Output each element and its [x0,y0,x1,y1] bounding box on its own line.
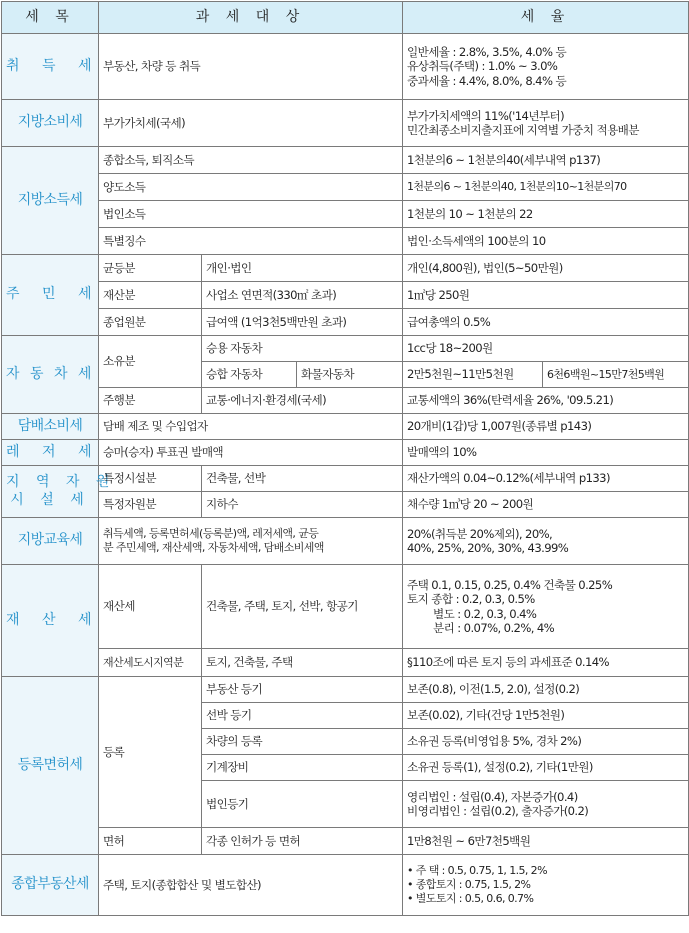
rate-line: 중과세율 : 4.4%, 8.0%, 8.4% 등 [407,73,567,88]
target-automobile: 교통·에너지·환경세(국세) [202,388,403,414]
rate-tobacco: 20개비(1갑)당 1,007원(종류별 p143) [403,414,689,440]
row-local-consumption [2,100,689,147]
header-row [2,2,689,34]
rate-line: 별도 : 0.2, 0.3, 0.4% [433,606,537,621]
target-local-consumption: 부가가치세(국세) [99,100,403,147]
sub-resident: 종업원분 [99,309,202,336]
target-line: 분 주민세액, 재산세액, 자동차세액, 담배소비세액 [103,541,324,554]
target-education [99,518,403,565]
rate-line: 20%(취득분 20%제외), 20%, [407,526,553,541]
row-comprehensive [2,855,689,916]
target-acquisition: 부동산, 차량 등 취득 [99,34,403,100]
sub-property: 재산세 [99,565,202,649]
target-line: 취득세액, 등록면허세(등록분)액, 레저세액, 균등 [103,527,319,541]
rate-line: • 종합토지 : 0.75, 1.5, 2% [407,878,531,892]
row-education [2,518,689,565]
rate-registration: 보존(0.02), 기타(건당 1만5천원) [403,703,689,729]
row-automobile [2,388,689,414]
target-local-income: 특별징수 [99,228,403,255]
rate-local-income: 1천분의6 ~ 1천분의40, 1천분의10~1천분의70 [403,174,689,201]
row-local-income [2,201,689,228]
rate-local-income: 1천분의 10 ~ 1천분의 22 [403,201,689,228]
tax-name-local-income: 지방소득세 [2,147,99,255]
rate-comprehensive [403,855,689,916]
row-property [2,649,689,677]
sub-registration: 등록 [99,677,202,828]
row-regional-resource [2,492,689,518]
target-property: 건축물, 주택, 토지, 선박, 항공기 [202,565,403,649]
rate-registration: 소유권 등록(비영업용 5%, 경차 2%) [403,729,689,755]
rate-property: §110조에 따른 토지 등의 과세표준 0.14% [403,649,689,677]
rate-acquisition [403,34,689,100]
rate-line: 비영리법인 : 설립(0.2), 출자증가(0.2) [407,804,589,818]
tax-name-education: 지방교육세 [2,518,99,565]
tax-name-property: 재 산 세 [2,565,99,677]
tax-name-line: 시 설 세 [10,491,90,508]
row-registration [2,828,689,855]
tax-name-registration: 등록면허세 [2,677,99,855]
target-resident: 사업소 연면적(330㎡ 초과) [202,282,403,309]
row-local-income [2,174,689,201]
rate-line: 유상취득(주택) : 1.0% ~ 3.0% [407,59,558,74]
target-registration: 법인등기 [202,781,403,828]
target-registration: 부동산 등기 [202,677,403,703]
target-registration: 기계장비 [202,755,403,781]
target-comprehensive: 주택, 토지(종합합산 및 별도합산) [99,855,403,916]
rate-regional-resource: 재산가액의 0.04~0.12%(세부내역 p133) [403,466,689,492]
rate-local-income: 1천분의6 ~ 1천분의40(세부내역 p137) [403,147,689,174]
sub-resident: 재산분 [99,282,202,309]
sub-automobile-drive: 주행분 [99,388,202,414]
target-local-income: 종합소득, 퇴직소득 [99,147,403,174]
tax-name-line: 지 역 자 원 [6,474,116,490]
tax-name-resident: 주 민 세 [2,255,99,336]
tax-name-acquisition: 취 득 세 [2,34,99,100]
target-resident: 개인·법인 [202,255,403,282]
target-property: 토지, 건축물, 주택 [202,649,403,677]
rate-line: 40%, 25%, 20%, 30%, 43.99% [407,541,569,555]
target-registration: 선박 등기 [202,703,403,729]
rate-line: • 별도토지 : 0.5, 0.6, 0.7% [407,891,534,905]
row-property [2,565,689,649]
rate-education [403,518,689,565]
tax-name-regional-resource [2,466,116,518]
rate-resident: 급여총액의 0.5% [403,309,689,336]
target-leisure: 승마(승자) 투표권 발매액 [99,440,403,466]
rate-leisure: 발매액의 10% [403,440,689,466]
target-resident: 급여액 (1억3천5백만원 초과) [202,309,403,336]
row-registration [2,677,689,703]
row-resident [2,282,689,309]
target-automobile-truck: 화물자동차 [297,362,403,388]
tax-name-automobile: 자 동 차 세 [2,336,99,414]
target-automobile: 승합 자동차 [202,362,297,388]
rate-automobile: 2만5천원~11만5천원 [403,362,543,388]
tax-name-leisure: 레 저 세 [2,440,99,466]
header-tax-target: 과 세 대 상 [99,2,403,34]
rate-resident: 개인(4,800원), 법인(5~50만원) [403,255,689,282]
rate-license: 1만8천원 ~ 6만7천5백원 [403,828,689,855]
rate-line: 영리법인 : 설립(0.4), 자본증가(0.4) [407,789,578,804]
target-automobile: 승용 자동차 [202,336,403,362]
rate-resident: 1㎡당 250원 [403,282,689,309]
sub-regional-resource: 특정시설분 [99,466,202,492]
row-local-income [2,228,689,255]
rate-automobile-truck: 6천6백원~15만7천5백원 [543,362,689,388]
rate-automobile: 1cc당 18~200원 [403,336,689,362]
target-license: 각종 인허가 등 면허 [202,828,403,855]
row-leisure [2,440,689,466]
rate-line: 분리 : 0.07%, 0.2%, 4% [433,620,555,635]
rate-regional-resource: 채수량 1㎥당 20 ~ 200원 [403,492,689,518]
sub-automobile-own: 소유분 [99,336,202,388]
row-automobile [2,336,689,362]
rate-registration: 보존(0.8), 이전(1.5, 2.0), 설정(0.2) [403,677,689,703]
tax-name-tobacco: 담배소비세 [2,414,99,440]
rate-line: 토지 종합 : 0.2, 0.3, 0.5% [407,592,535,607]
rate-line: 주택 0.1, 0.15, 0.25, 0.4% 건축물 0.25% [407,577,613,592]
target-regional-resource: 건축물, 선박 [202,466,403,492]
row-resident [2,255,689,282]
tax-name-comprehensive: 종합부동산세 [2,855,99,916]
row-resident [2,309,689,336]
rate-automobile: 교통세액의 36%(탄력세율 26%, '09.5.21) [403,388,689,414]
target-local-income: 법인소득 [99,201,403,228]
sub-regional-resource: 특정자원분 [99,492,202,518]
local-tax-table [1,1,689,916]
rate-line: • 주 택 : 0.5, 0.75, 1, 1.5, 2% [407,864,547,878]
row-acquisition [2,34,689,100]
sub-property-urban: 재산세도시지역분 [99,649,202,677]
rate-line: 부가가치세액의 11%('14년부터) [407,108,565,123]
sub-resident: 균등분 [99,255,202,282]
tax-name-local-consumption: 지방소비세 [2,100,99,147]
rate-registration [403,781,689,828]
row-local-income [2,147,689,174]
rate-local-consumption [403,100,689,147]
rate-registration: 소유권 등록(1), 설정(0.2), 기타(1만원) [403,755,689,781]
row-regional-resource [2,466,689,492]
rate-local-income: 법인·소득세액의 100분의 10 [403,228,689,255]
header-tax-rate: 세 율 [403,2,689,34]
sub-license: 면허 [99,828,202,855]
row-tobacco [2,414,689,440]
header-tax-item: 세 목 [2,2,99,34]
rate-line: 민간최종소비지출지표에 지역별 가중치 적용배분 [407,123,639,137]
target-local-income: 양도소득 [99,174,403,201]
target-tobacco: 담배 제조 및 수입업자 [99,414,403,440]
target-regional-resource: 지하수 [202,492,403,518]
target-registration: 차량의 등록 [202,729,403,755]
rate-line: 일반세율 : 2.8%, 3.5%, 4.0% 등 [407,44,567,59]
rate-property [403,565,689,649]
